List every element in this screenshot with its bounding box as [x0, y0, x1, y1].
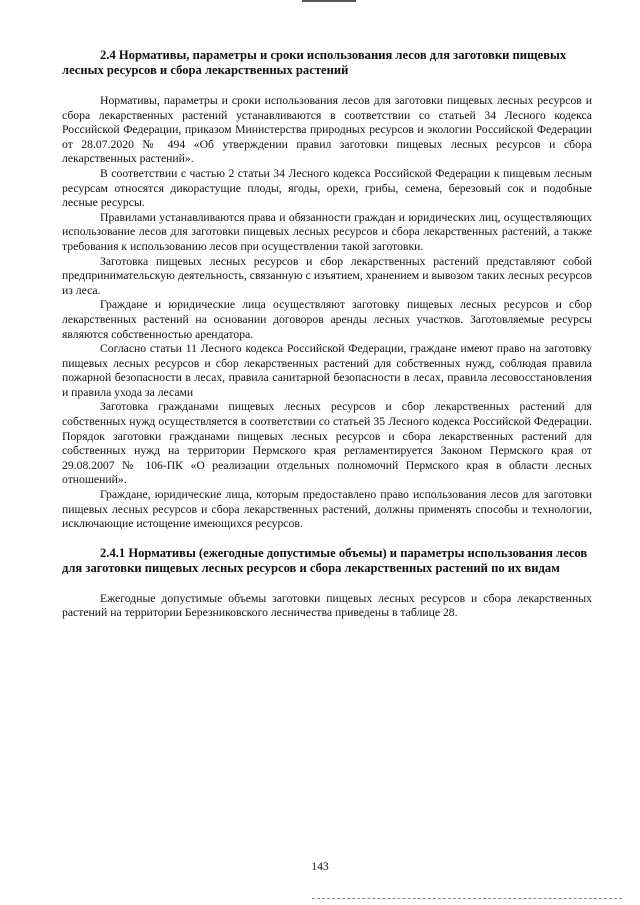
bottom-scan-rule	[312, 898, 622, 900]
subsection-paragraph: Ежегодные допустимые объемы заготовки пищевых лесных ресурсов и сбора лекарственных растений на территории Березниковского лесничества приведены в таблице 28.	[62, 591, 592, 620]
section-heading: 2.4 Нормативы, параметры и сроки использования лесов для заготовки пищевых лесных ресурсов и сбора лекарственных растений	[62, 48, 567, 77]
page-number: 143	[311, 860, 329, 873]
section-paragraph: Нормативы, параметры и сроки использования лесов для заготовки пищевых лесных ресурсов и сбора лекарственных растений устанавливаются в соответствии со статьей 34 Лесного кодекса Российской Федерации, приказом Министерства природных ресурсов и экологии Российской Федерации от 28.07.2020 № 494 «Об утверждении правил заготовки пищевых лесных ресурсов и сбора лекарственных растений».	[62, 94, 592, 166]
subsection-heading: 2.4.1 Нормативы (ежегодные допустимые объемы) и параметры использования лесов для заготовки пищевых лесных ресурсов и сбора лекарственных растений по их видам	[62, 545, 588, 575]
page-content	[62, 48, 592, 621]
section-paragraph: В соответствии с частью 2 статьи 34 Лесного кодекса Российской Федерации к пищевым лесным ресурсам относятся дикорастущие плоды, ягоды, орехи, грибы, семена, березовый сок и подобные лесные ресурсы.	[62, 166, 592, 210]
top-scan-rule	[302, 0, 356, 2]
section-paragraph: Заготовка пищевых лесных ресурсов и сбор лекарственных растений представляют собой предпринимательскую деятельность, связанную с изъятием, хранением и вывозом таких лесных ресурсов из леса.	[62, 254, 592, 297]
section-paragraph: Правилами устанавливаются права и обязанности граждан и юридических лиц, осуществляющих использование лесов для заготовки пищевых лесных ресурсов и сбора лекарственных растений, а также требования к использованию лесов при осуществлении такой заготовки.	[62, 210, 592, 253]
section-paragraph: Граждане, юридические лица, которым предоставлено право использования лесов для заготовки пищевых лесных ресурсов и сбора лекарственных растений, должны применять способы и технологии, исключающие истощение имеющихся ресурсов.	[62, 488, 592, 531]
section-paragraph: Граждане и юридические лица осуществляют заготовку пищевых лесных ресурсов и сбор лекарственных растений на основании договоров аренды лесных участков. Заготовляемые ресурсы являются собственностью арендатора.	[62, 298, 592, 341]
section-paragraph: Заготовка гражданами пищевых лесных ресурсов и сбор лекарственных растений для собственных нужд осуществляется в соответствии со статьей 35 Лесного кодекса Российской Федерации. Порядок заготовки гражданами пищевых лесных ресурсов и сбора лекарственных растений для собственных нужд на территории Пермского края регламентируется Законом Пермского края от 29.08.2007 № 106-ПК «О реализации отдельных полномочий Пермского края в области лесных отношений».	[62, 400, 592, 487]
section-paragraph: Согласно статьи 11 Лесного кодекса Российской Федерации, граждане имеют право на заготовку пищевых лесных ресурсов и сбор лекарственных растений для собственных нужд, соблюдая правила пожарной безопасности в лесах, правила санитарной безопасности в лесах, правила лесовосстановления и правила ухода за лесами	[62, 342, 592, 399]
